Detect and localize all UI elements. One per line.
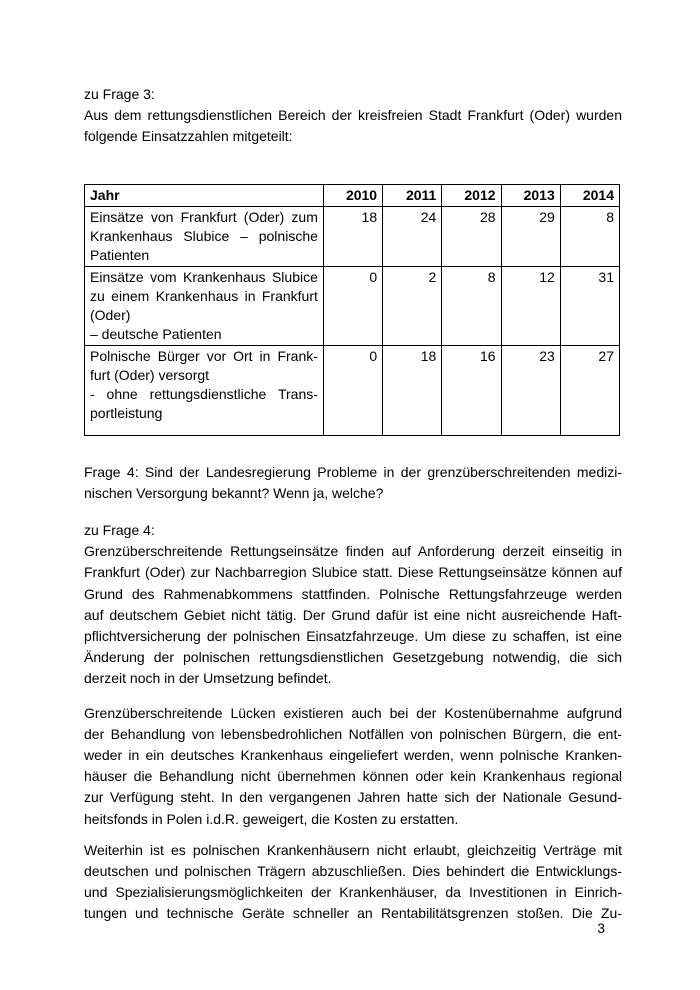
table-header-2013: 2013 [501, 184, 560, 206]
answer4-paragraph-3 [84, 840, 622, 925]
table-cell-value: 16 [442, 345, 501, 435]
page-content [84, 84, 622, 925]
text-line: häuser die Behandlung nicht übernehmen können oder kein Krankenhaus regional [84, 768, 622, 785]
text-line: Einsätze vom Krankenhaus Slubice [90, 268, 318, 285]
table-cell-value: 0 [323, 266, 382, 345]
text-line: Grund des Rahmenabkommens stattfinden. Polnische Rettungsfahrzeuge werden [84, 585, 622, 602]
text-line: zu einem Krankenhaus in Frankfurt [90, 287, 318, 304]
answer4-heading: zu Frage 4: [84, 522, 155, 539]
answer4-paragraph-2 [84, 703, 622, 830]
text-line: pflichtversicherung der polnischen Einsatzfahrzeuge. Um diese zu schaffen, ist eine [84, 628, 622, 645]
text-line: Grenzüberschreitende Lücken existieren auch bei der Kostenübernahme aufgrund [84, 704, 622, 721]
text-line: Änderung der polnischen rettungsdienstlichen Gesetzgebung notwendig, die sich [84, 649, 622, 666]
text-line: Grenzüberschreitende Rettungseinsätze finden auf Anforderung derzeit einseitig in [84, 543, 622, 560]
question4-paragraph [84, 462, 622, 504]
table-cell-value: 27 [560, 345, 619, 435]
text-line: weder in ein deutsches Krankenhaus eingeliefert werden, wenn polnische Kranken- [84, 747, 622, 764]
table-cell-value: 29 [501, 206, 560, 266]
text-line: tungen und technische Geräte schneller an Rentabilitätsgrenzen stoßen. Die Zu- [84, 905, 622, 922]
table-cell-value: 18 [323, 206, 382, 266]
table-cell-value: 12 [501, 266, 560, 345]
table-cell-value: 31 [560, 266, 619, 345]
table-header-2011: 2011 [383, 184, 442, 206]
einsatz-table-body [85, 206, 620, 435]
table-row-label [85, 266, 324, 345]
table-cell-value: 23 [501, 345, 560, 435]
table-row-label [85, 206, 324, 266]
text-line: - ohne rettungsdienstliche Trans- [90, 385, 318, 402]
text-line: zur Verfügung steht. In den vergangenen Jahren hatte sich der Nationale Gesund- [84, 789, 622, 806]
text-line: Einsätze von Frankfurt (Oder) zum [90, 208, 318, 225]
table-cell-value: 28 [442, 206, 501, 266]
table-cell-value: 8 [560, 206, 619, 266]
text-line: furt (Oder) versorgt [90, 366, 210, 383]
table-header-jahr: Jahr [85, 184, 324, 206]
answer4-paragraph-1 [84, 541, 622, 689]
text-line: der Behandlung von lebensbedrohlichen Notfällen von polnischen Bürgern, die ent- [84, 725, 622, 742]
table-cell-value: 2 [383, 266, 442, 345]
table-cell-value: 18 [383, 345, 442, 435]
table-cell-value: 0 [323, 345, 382, 435]
text-line: deutschen und polnischen Trägern abzuschließen. Dies behindert die Entwicklungs- [84, 863, 622, 880]
page-number: 3 [597, 920, 605, 936]
einsatz-table [84, 184, 620, 436]
table-header-row [85, 184, 620, 206]
table-header-2012: 2012 [442, 184, 501, 206]
answer3-heading: zu Frage 3: [84, 86, 155, 102]
text-line: auf deutschem Gebiet nicht tätig. Der Grund dafür ist eine nicht ausreichende Haft- [84, 606, 622, 623]
table-header-2010: 2010 [323, 184, 382, 206]
text-line: und Spezialisierungsmöglichkeiten der Krankenhäuser, da Investitionen in Einrich- [84, 884, 622, 901]
text-line: Frankfurt (Oder) zur Nachbarregion Slubice statt. Diese Rettungseinsätze können auf [84, 564, 622, 581]
text-line: (Oder) [90, 306, 131, 323]
text-line: Aus dem rettungsdienstlichen Bereich der kreisfreien Stadt Frankfurt (Oder) wurden [84, 107, 622, 124]
table-row [85, 266, 620, 345]
text-line: – deutsche Patienten [90, 325, 222, 342]
text-line: derzeit noch in der Umsetzung befindet. [84, 670, 332, 687]
table-row-label [85, 345, 324, 435]
text-line: Polnische Bürger vor Ort in Frank- [90, 347, 318, 364]
text-line: portleistung [90, 404, 163, 421]
table-header-2014: 2014 [560, 184, 619, 206]
text-line: heitsfonds in Polen i.d.R. geweigert, die Kosten zu erstatten. [84, 810, 459, 827]
answer3-intro-paragraph [84, 105, 622, 147]
text-line: nischen Versorgung bekannt? Wenn ja, welche? [84, 484, 384, 501]
table-row [85, 345, 620, 435]
text-line: Weiterhin ist es polnischen Krankenhäusern nicht erlaubt, gleichzeitig Verträge mit [84, 841, 622, 858]
text-line: Frage 4: Sind der Landesregierung Probleme in der grenzüberschreitenden medizi- [84, 463, 622, 480]
text-line: Patienten [90, 246, 150, 263]
table-cell-value: 8 [442, 266, 501, 345]
text-line: Krankenhaus Slubice – polnische [90, 227, 318, 244]
table-row [85, 206, 620, 266]
text-line: folgende Einsatzzahlen mitgeteilt: [84, 128, 293, 145]
table-cell-value: 24 [383, 206, 442, 266]
